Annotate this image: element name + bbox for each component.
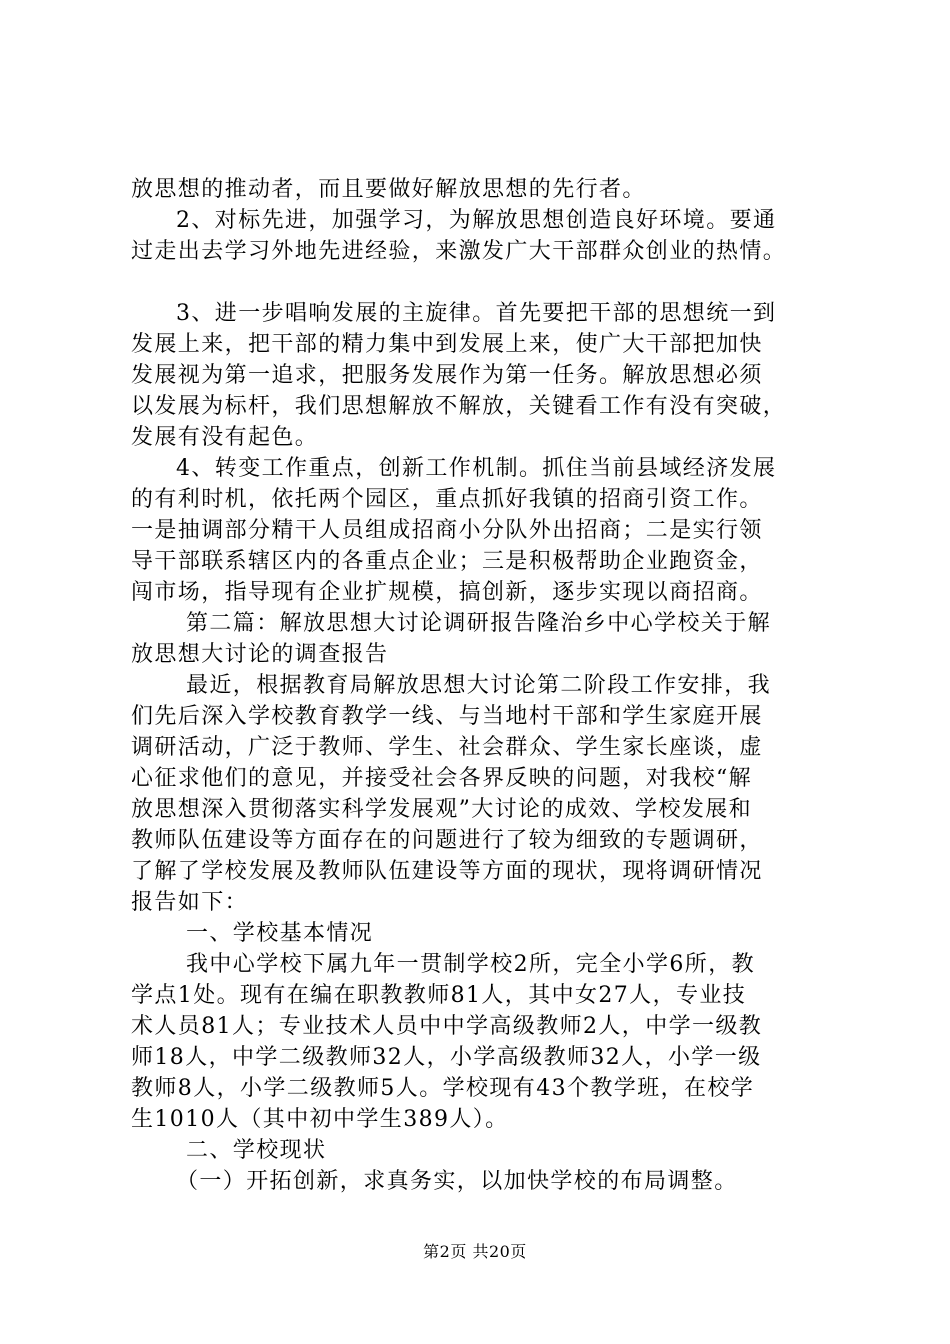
text-line-15: 放思想大讨论的调查报告 <box>131 642 389 667</box>
text-line-19: 心征求他们的意见，并接受社会各界反映的问题，对我校“解 <box>131 766 753 791</box>
text-line-4: 3、进一步唱响发展的主旋律。首先要把干部的思想统一到 <box>176 301 777 326</box>
text-line-30: 生1010人（其中初中学生389人）。 <box>131 1107 509 1132</box>
text-line-27: 术人员81人；专业技术人员中中学高级教师2人，中学一级教 <box>131 1014 763 1039</box>
text-line-1: 放思想的推动者，而且要做好解放思想的先行者。 <box>131 177 646 202</box>
text-line-5: 发展上来，把干部的精力集中到发展上来，使广大干部把加快 <box>131 332 763 357</box>
text-line-23: 报告如下： <box>131 890 249 915</box>
text-line-17: 们先后深入学校教育教学一线、与当地村干部和学生家庭开展 <box>131 704 763 729</box>
subheading-school-status: 二、学校现状 <box>186 1138 327 1163</box>
text-line-21: 教师队伍建设等方面存在的问题进行了较为细致的专题调研， <box>131 828 763 853</box>
text-line-6: 发展视为第一追求，把服务发展作为第一任务。解放思想必须 <box>131 363 763 388</box>
text-line-26: 学点1处。现有在编在职教教师81人，其中女27人，专业技 <box>131 983 747 1008</box>
text-line-16: 最近，根据教育局解放思想大讨论第二阶段工作安排，我 <box>186 673 772 698</box>
text-line-3: 过走出去学习外地先进经验，来激发广大干部群众创业的热情。 <box>131 239 787 264</box>
text-line-22: 了解了学校发展及教师队伍建设等方面的现状，现将调研情况 <box>131 859 763 884</box>
page-footer: 第2页 共20页 <box>423 1242 527 1261</box>
text-line-28: 师18人，中学二级教师32人，小学高级教师32人，小学一级 <box>131 1045 762 1070</box>
text-line-11: 一是抽调部分精干人员组成招商小分队外出招商；二是实行领 <box>131 518 763 543</box>
text-line-10: 的有利时机，依托两个园区，重点抓好我镇的招商引资工作。 <box>131 487 763 512</box>
section-heading-part-two: 第二篇：解放思想大讨论调研报告隆治乡中心学校关于解 <box>186 611 772 636</box>
text-line-8: 发展有没有起色。 <box>131 425 319 450</box>
text-line-29: 教师8人，小学二级教师5人。学校现有43个教学班，在校学 <box>131 1076 755 1101</box>
text-line-13: 闯市场，指导现有企业扩规模，搞创新，逐步实现以商招商。 <box>131 580 763 605</box>
text-line-20: 放思想深入贯彻落实科学发展观”大讨论的成效、学校发展和 <box>131 797 753 822</box>
text-line-32: （一）开拓创新，求真务实，以加快学校的布局调整。 <box>176 1169 738 1194</box>
text-line-2: 2、对标先进，加强学习，为解放思想创造良好环境。要通 <box>176 208 777 233</box>
text-line-25: 我中心学校下属九年一贯制学校2所，完全小学6所，教 <box>186 952 755 977</box>
text-line-18: 调研活动，广泛于教师、学生、社会群众、学生家长座谈，虚 <box>131 735 763 760</box>
text-line-7: 以发展为标杆，我们思想解放不解放，关键看工作有没有突破， <box>131 394 787 419</box>
text-line-12: 导干部联系辖区内的各重点企业；三是积极帮助企业跑资金， <box>131 549 763 574</box>
subheading-school-basics: 一、学校基本情况 <box>186 921 374 946</box>
text-line-9: 4、转变工作重点，创新工作机制。抓住当前县域经济发展 <box>176 456 777 481</box>
